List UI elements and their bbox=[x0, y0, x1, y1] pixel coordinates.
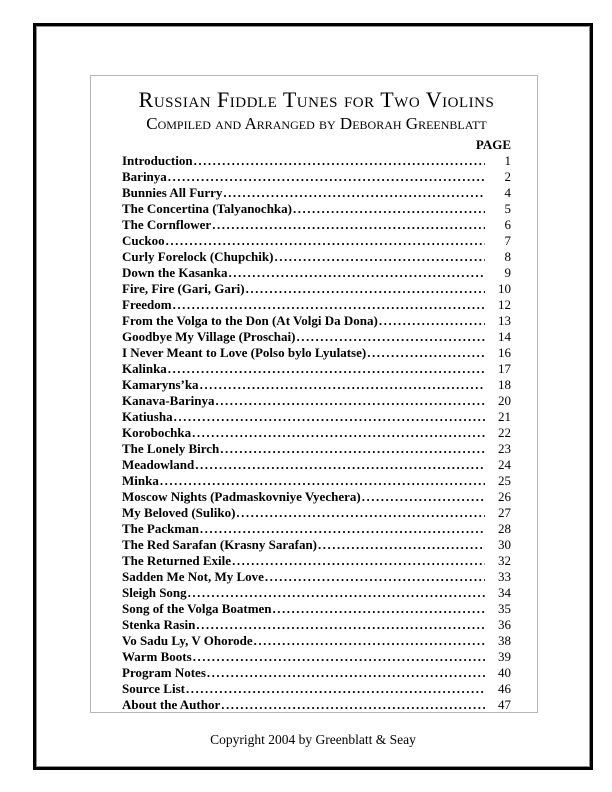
toc-leader-dots bbox=[160, 473, 485, 489]
toc-entry-title: The Lonely Birch bbox=[122, 441, 220, 456]
toc-row bbox=[122, 217, 511, 233]
toc-list bbox=[122, 153, 511, 713]
toc-entry-page: 25 bbox=[498, 473, 511, 488]
toc-entry-page: 27 bbox=[498, 505, 511, 520]
toc-row bbox=[122, 665, 511, 681]
toc-row bbox=[122, 409, 511, 425]
toc-row bbox=[122, 473, 511, 489]
toc-entry-title: Bunnies All Furry bbox=[122, 185, 223, 200]
toc-entry-page: 26 bbox=[498, 489, 511, 504]
toc-row bbox=[122, 281, 511, 297]
toc-entry-page: 22 bbox=[498, 425, 511, 440]
toc-row bbox=[122, 553, 511, 569]
toc-leader-dots bbox=[254, 633, 485, 649]
page-subtitle: Compiled and Arranged by Deborah Greenblatt bbox=[146, 114, 487, 133]
toc-leader-dots bbox=[200, 377, 485, 393]
toc-entry-page: 17 bbox=[498, 361, 511, 376]
toc-entry-title: About the Author bbox=[122, 697, 221, 712]
toc-entry-title: Warm Boots bbox=[122, 649, 192, 664]
toc-row bbox=[122, 393, 511, 409]
toc-entry-page: 7 bbox=[504, 233, 511, 248]
toc-entry-title: Katiusha bbox=[122, 409, 173, 424]
table-of-contents-box bbox=[90, 75, 538, 713]
toc-leader-dots bbox=[228, 265, 485, 281]
toc-entry-page: 1 bbox=[504, 153, 511, 168]
toc-row bbox=[122, 377, 511, 393]
toc-entry-title: From the Volga to the Don (At Volgi Da Dona) bbox=[122, 313, 378, 328]
toc-entry-title: Down the Kasanka bbox=[122, 265, 228, 280]
toc-leader-dots bbox=[246, 281, 485, 297]
toc-leader-dots bbox=[265, 569, 485, 585]
toc-row bbox=[122, 233, 511, 249]
toc-entry-page: 28 bbox=[498, 521, 511, 536]
toc-row bbox=[122, 297, 511, 313]
toc-entry-title: Cuckoo bbox=[122, 233, 165, 248]
page-column-header: PAGE bbox=[475, 137, 511, 152]
toc-entry-title: Vo Sadu Ly, V Ohorode bbox=[122, 633, 253, 648]
toc-row bbox=[122, 681, 511, 697]
toc-entry-page: 18 bbox=[498, 377, 511, 392]
copyright-line: Copyright 2004 by Greenblatt & Seay bbox=[210, 732, 416, 747]
toc-entry-page: 47 bbox=[498, 697, 511, 712]
toc-row bbox=[122, 153, 511, 169]
toc-row bbox=[122, 697, 511, 713]
toc-entry-title: Barinya bbox=[122, 169, 167, 184]
toc-row bbox=[122, 361, 511, 377]
toc-entry-title: Song of the Volga Boatmen bbox=[122, 601, 272, 616]
toc-row bbox=[122, 265, 511, 281]
toc-leader-dots bbox=[274, 249, 485, 265]
toc-entry-page: 4 bbox=[504, 185, 511, 200]
toc-leader-dots bbox=[188, 585, 485, 601]
toc-row bbox=[122, 649, 511, 665]
toc-entry-title: Kalinka bbox=[122, 361, 167, 376]
toc-entry-page: 14 bbox=[498, 329, 511, 344]
toc-row bbox=[122, 201, 511, 217]
toc-entry-title: Korobochka bbox=[122, 425, 192, 440]
toc-row bbox=[122, 601, 511, 617]
toc-entry-title: Program Notes bbox=[122, 665, 206, 680]
toc-row bbox=[122, 537, 511, 553]
toc-leader-dots bbox=[174, 409, 485, 425]
toc-leader-dots bbox=[168, 361, 485, 377]
toc-leader-dots bbox=[215, 393, 485, 409]
toc-entry-title: Stenka Rasin bbox=[122, 617, 196, 632]
toc-leader-dots bbox=[293, 201, 485, 217]
toc-entry-title: Sleigh Song bbox=[122, 585, 187, 600]
toc-leader-dots bbox=[193, 649, 485, 665]
toc-row bbox=[122, 313, 511, 329]
toc-leader-dots bbox=[367, 345, 485, 361]
toc-entry-page: 30 bbox=[498, 537, 511, 552]
toc-row bbox=[122, 617, 511, 633]
toc-entry-page: 5 bbox=[504, 201, 511, 216]
toc-leader-dots bbox=[196, 617, 485, 633]
toc-entry-page: 20 bbox=[498, 393, 511, 408]
toc-row bbox=[122, 521, 511, 537]
toc-entry-page: 32 bbox=[498, 553, 511, 568]
toc-entry-title: The Red Sarafan (Krasny Sarafan) bbox=[122, 537, 318, 552]
toc-leader-dots bbox=[362, 489, 485, 505]
toc-entry-title: The Returned Exile bbox=[122, 553, 232, 568]
toc-entry-title: Fire, Fire (Gari, Gari) bbox=[122, 281, 245, 296]
toc-row bbox=[122, 569, 511, 585]
toc-row bbox=[122, 185, 511, 201]
toc-row bbox=[122, 345, 511, 361]
toc-leader-dots bbox=[221, 697, 485, 713]
toc-leader-dots bbox=[232, 553, 485, 569]
toc-entry-page: 36 bbox=[498, 617, 511, 632]
toc-entry-page: 9 bbox=[504, 265, 511, 280]
toc-row bbox=[122, 249, 511, 265]
toc-row bbox=[122, 457, 511, 473]
toc-entry-title: Meadowland bbox=[122, 457, 195, 472]
toc-entry-title: Curly Forelock (Chupchik) bbox=[122, 249, 274, 264]
toc-entry-page: 33 bbox=[498, 569, 511, 584]
toc-entry-page: 24 bbox=[498, 457, 511, 472]
toc-entry-title: The Packman bbox=[122, 521, 199, 536]
toc-entry-page: 12 bbox=[498, 297, 511, 312]
toc-leader-dots bbox=[192, 425, 485, 441]
toc-entry-title: My Beloved (Suliko) bbox=[122, 505, 236, 520]
toc-leader-dots bbox=[173, 297, 485, 313]
toc-row bbox=[122, 505, 511, 521]
toc-leader-dots bbox=[194, 153, 485, 169]
toc-entry-page: 34 bbox=[498, 585, 511, 600]
toc-row bbox=[122, 441, 511, 457]
toc-entry-page: 10 bbox=[498, 281, 511, 296]
toc-entry-title: Moscow Nights (Padmaskovniye Vyechera) bbox=[122, 489, 361, 504]
toc-entry-page: 13 bbox=[498, 313, 511, 328]
toc-row bbox=[122, 169, 511, 185]
toc-entry-title: I Never Meant to Love (Polso bylo Lyulatse) bbox=[122, 345, 367, 360]
toc-entry-title: Kamaryns’ka bbox=[122, 377, 199, 392]
toc-row bbox=[122, 633, 511, 649]
toc-leader-dots bbox=[220, 441, 485, 457]
toc-leader-dots bbox=[207, 665, 485, 681]
toc-entry-title: The Cornflower bbox=[122, 217, 212, 232]
toc-entry-page: 6 bbox=[504, 217, 511, 232]
toc-entry-page: 39 bbox=[498, 649, 511, 664]
page-title: Russian Fiddle Tunes for Two Violins bbox=[138, 87, 495, 112]
toc-entry-page: 38 bbox=[498, 633, 511, 648]
toc-entry-title: Sadden Me Not, My Love bbox=[122, 569, 264, 584]
toc-leader-dots bbox=[195, 457, 485, 473]
toc-entry-title: Minka bbox=[122, 473, 159, 488]
toc-entry-page: 35 bbox=[498, 601, 511, 616]
toc-row bbox=[122, 585, 511, 601]
toc-leader-dots bbox=[168, 169, 485, 185]
toc-leader-dots bbox=[379, 313, 485, 329]
toc-leader-dots bbox=[166, 233, 485, 249]
toc-entry-page: 40 bbox=[498, 665, 511, 680]
toc-leader-dots bbox=[223, 185, 485, 201]
toc-entry-page: 2 bbox=[504, 169, 511, 184]
toc-entry-page: 16 bbox=[498, 345, 511, 360]
toc-entry-title: Source List bbox=[122, 681, 185, 696]
toc-entry-page: 21 bbox=[498, 409, 511, 424]
toc-row bbox=[122, 329, 511, 345]
toc-entry-title: Kanava-Barinya bbox=[122, 393, 215, 408]
toc-row bbox=[122, 489, 511, 505]
toc-entry-title: Freedom bbox=[122, 297, 172, 312]
toc-leader-dots bbox=[273, 601, 485, 617]
toc-entry-title: The Concertina (Talyanochka) bbox=[122, 201, 292, 216]
toc-leader-dots bbox=[236, 505, 485, 521]
toc-entry-page: 23 bbox=[498, 441, 511, 456]
toc-leader-dots bbox=[212, 217, 485, 233]
toc-entry-title: Introduction bbox=[122, 153, 193, 168]
toc-leader-dots bbox=[296, 329, 485, 345]
toc-leader-dots bbox=[200, 521, 485, 537]
toc-entry-page: 46 bbox=[498, 681, 511, 696]
toc-leader-dots bbox=[318, 537, 485, 553]
toc-leader-dots bbox=[186, 681, 485, 697]
toc-entry-title: Goodbye My Village (Proschai) bbox=[122, 329, 296, 344]
toc-row bbox=[122, 425, 511, 441]
toc-entry-page: 8 bbox=[504, 249, 511, 264]
